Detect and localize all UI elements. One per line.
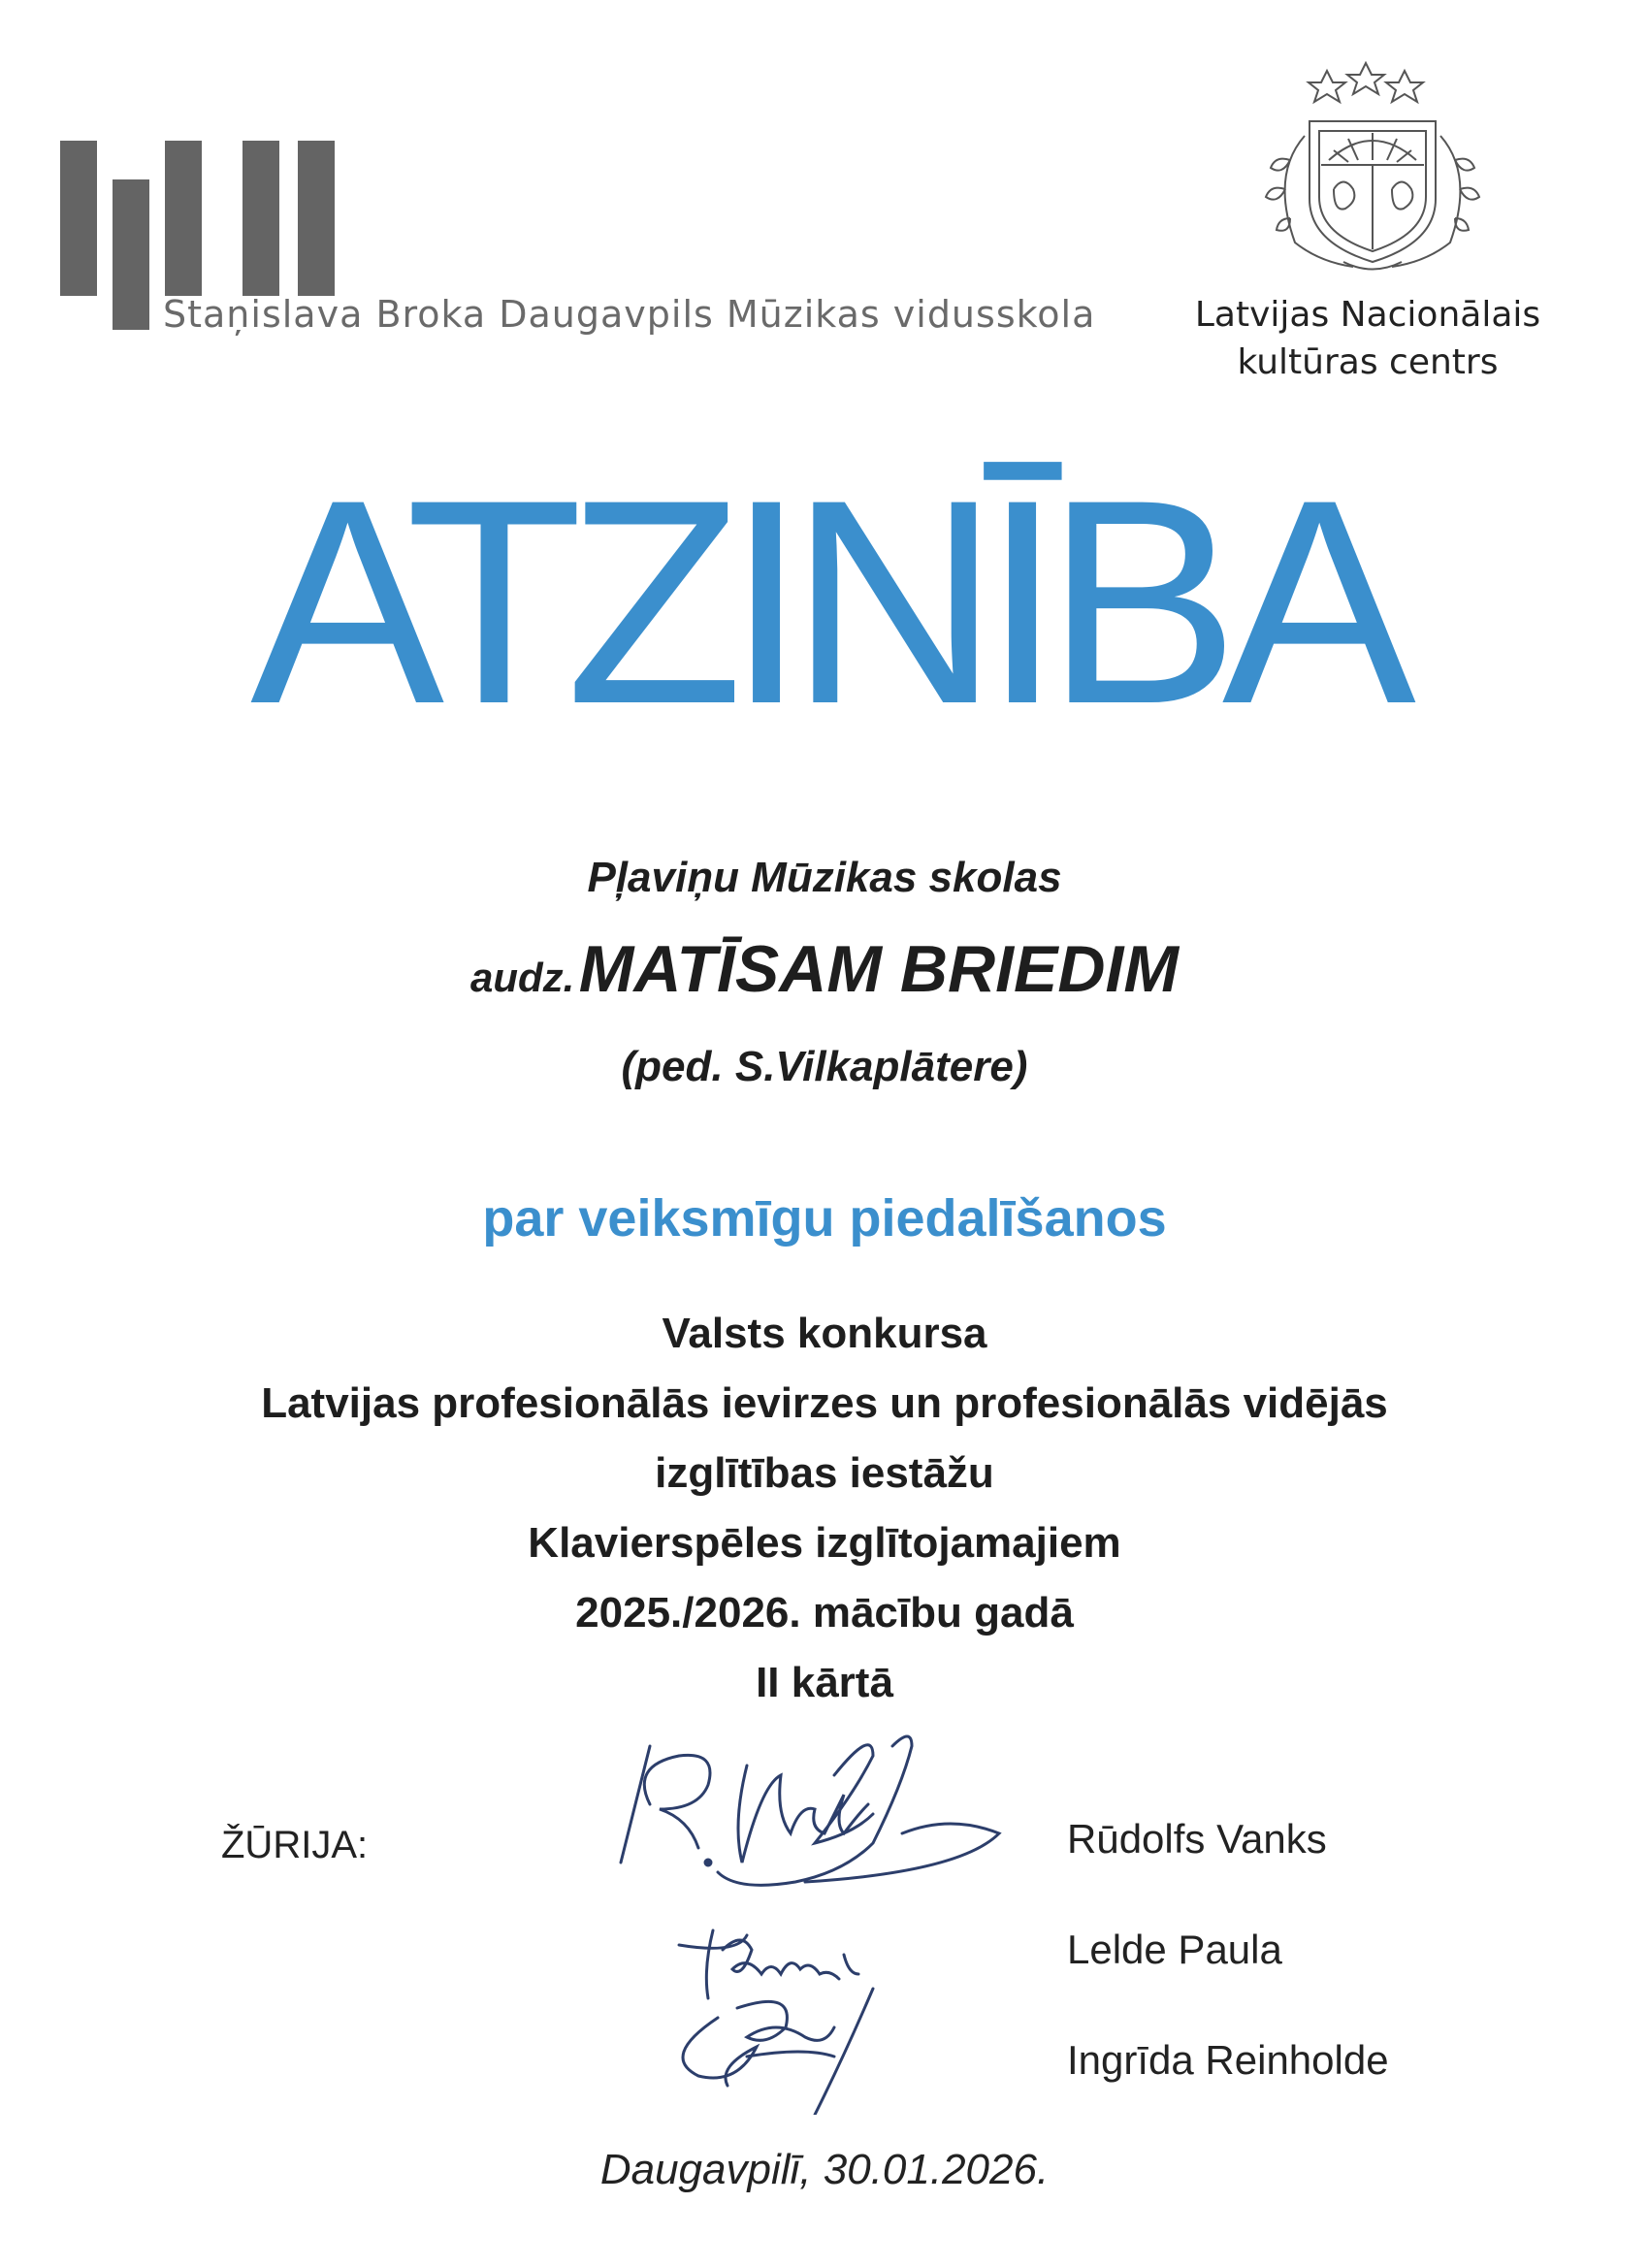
- logo-bar: [298, 141, 335, 296]
- competition-line: Valsts konkursa: [662, 1310, 987, 1357]
- teacher-name: (ped. S.Vilkaplātere): [621, 1043, 1028, 1090]
- school-name: Staņislava Broka Daugavpils Mūzikas vidusskola: [163, 293, 1096, 336]
- logo-bar: [242, 141, 279, 296]
- logo-bar: [165, 141, 202, 296]
- award-reason: par veiksmīgu piedalīšanos: [482, 1189, 1167, 1247]
- jury-member: Lelde Paula: [1067, 1927, 1282, 1972]
- competition-line: izglītības iestāžu: [655, 1449, 994, 1497]
- center-name-line2: kultūras centrs: [1237, 342, 1499, 382]
- recipient-school: Pļaviņu Mūzikas skolas: [587, 854, 1062, 901]
- competition-line: II kārtā: [756, 1659, 893, 1706]
- coat-of-arms-icon: [1251, 44, 1494, 276]
- jury-signatures: [601, 1707, 1048, 2115]
- jury-label: ŽŪRIJA:: [221, 1824, 369, 1866]
- competition-line: Latvijas profesionālās ievirzes un profesionālās vidējās: [261, 1379, 1388, 1427]
- recipient-line: [0, 931, 1649, 1007]
- center-name-line1: Latvijas Nacionālais: [1194, 295, 1541, 335]
- logo-bar: [113, 179, 149, 330]
- competition-line: Klavierspēles izglītojamajiem: [528, 1519, 1121, 1567]
- place-date: Daugavpilī, 30.01.2026.: [599, 2146, 1050, 2193]
- jury-member: Rūdolfs Vanks: [1067, 1816, 1327, 1862]
- student-prefix: audz.: [469, 955, 575, 1000]
- jury-member: Ingrīda Reinholde: [1067, 2037, 1389, 2083]
- logo-bar: [60, 141, 97, 296]
- student-name: MATĪSAM BRIEDIM: [578, 932, 1180, 1006]
- center-name: [1145, 291, 1591, 386]
- competition-line: 2025./2026. mācību gadā: [575, 1589, 1074, 1636]
- certificate-title: ATZINĪBA: [250, 438, 1399, 764]
